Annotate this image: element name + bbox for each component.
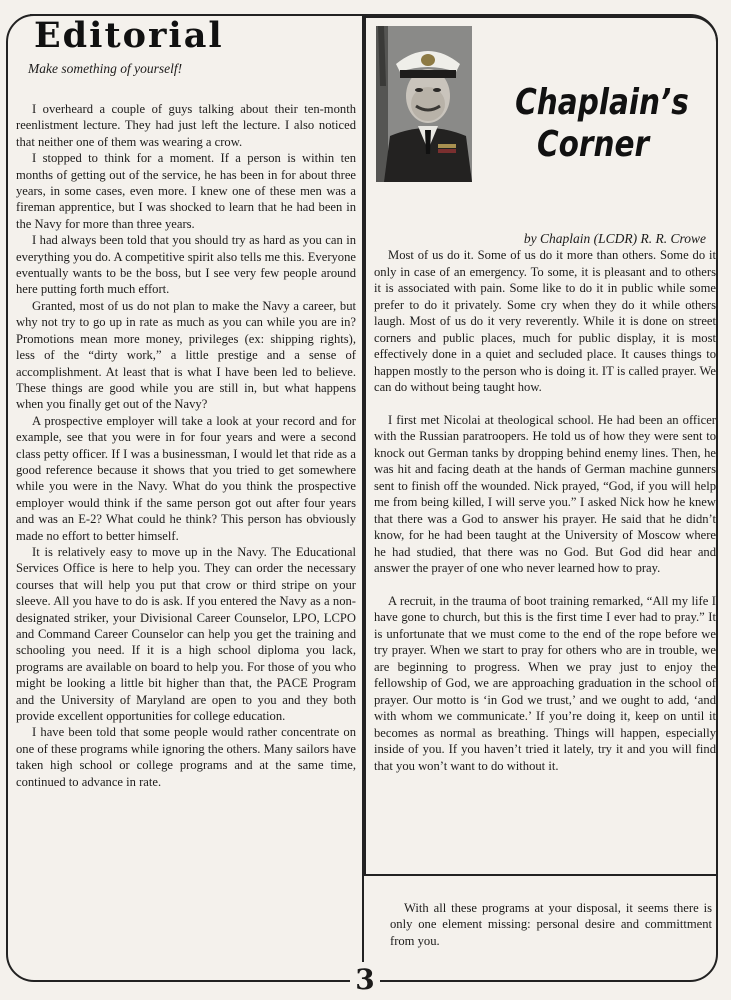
chaplain-paragraph: A recruit, in the trauma of boot training remarked, “All my life I have gone to church, but this is the first time I ever had to pray.” It is unfortunate that we must come to the end of the rope before we try prayer. When we start to pray for others who are in trouble, we are beginning to progress. When we pray just to enjoy the fellowship of God, we are approaching graduation in the school of prayer. Our motto is ‘in God we trust,’ and we ought to add, ‘and with whom we communicate.’ If you’re doing it, keep on until it becomes as normal as breathing. Things will happen, especially inside of you. If you haven’t tried it lately, try it and you will find that you won’t want to do without it.: [374, 593, 716, 773]
editorial-title: Editorial: [34, 15, 224, 56]
conclusion-paragraph: With all these programs at your disposal, it seems there is only one element missing: personal desire and committment from you.: [390, 901, 712, 948]
chaplains-corner-box: [364, 16, 718, 876]
editorial-subtitle: Make something of yourself!: [28, 61, 183, 76]
editorial-conclusion: [390, 900, 712, 949]
editorial-body: [16, 101, 356, 790]
editorial-paragraph: I have been told that some people would rather concentrate on one of these programs while ignoring the others. Many sailors have taken high school or college programs and at the same time, continued to advance in rate.: [16, 725, 356, 789]
editorial-paragraph: A prospective employer will take a look at your record and for example, see that you were in for four years and were a second class petty officer. If I was a businessman, I would let that ride as a good reference because it shows that you tried to get somewhere while you were in the Navy. What do you think the prospective employer would think if the same person got out after four years and was an E-2? What could he think? This person has obviously made no effort to better himself.: [16, 413, 356, 543]
chaplain-portrait-photo: [376, 26, 472, 182]
portrait-image: [376, 26, 472, 182]
editorial-paragraph: It is relatively easy to move up in the Navy. The Educational Services Office is here to help you. They can order the necessary courses that will help you put that crow or third stripe on your sleeve. All you have to do is ask. If you entered the Navy as a non-designated striker, your Divisional Career Counselor, LPO, LCPO and Command Career Counselor can help you get the training and schooling you need. If it is a high school diploma you lack, programs are available on board to help you. For those of you who might be looking a little bit higher than that, the PACE Program and the University of Maryland are open to you and they both provide excellent opportunities for college education.: [16, 544, 356, 724]
editorial-paragraph: Granted, most of us do not plan to make the Navy a career, but why not try to go up in rate as much as you can while you are in? Promotions mean more money, privileges (ex: shipping rights), less of the “dirty work,” a little prestige and a sense of accomplishment. At least that is what I have been led to believe. These things are good while you are still in, but what happens when you finally get out of the Navy?: [16, 298, 356, 412]
byline: by Chaplain (LCDR) R. R. Crowe: [523, 231, 706, 246]
editorial-paragraph: I stopped to think for a moment. If a person is within ten months of getting out of the service, he has been in for about three years, in some cases, even more. I knew one of these men was a fireman apprentice, but I was shocked to learn that he had been in the Navy for more than three years.: [16, 151, 356, 231]
title-line-1: Chaplain’s: [515, 82, 689, 123]
chaplain-body: [374, 247, 716, 774]
chaplain-paragraph: I first met Nicolai at theological school. He had been an officer with the Russian paratroopers. He told us of how they were sent to knock out German tanks by dropping behind enemy lines. Then, he was hit and facing death at the hands of German machine gunners sent to finish off the wounded. Nick prayed, “God, if you will help me from being killed, I will serve you.” I asked Nick how he knew that there was a God to answer his prayer. He said that he didn’t know, for he had been taught at the University of Moscow where he had studied, that there was no God. But God did hear and answer the prayer of one who never learned how to pray.: [374, 412, 716, 575]
page-number: 3: [350, 962, 380, 998]
editorial-paragraph: I overheard a couple of guys talking about their ten-month reenlistment lecture. They had just left the lecture. I also noticed that neither one of them was wearing a crow.: [16, 102, 356, 149]
chaplain-paragraph: Most of us do it. Some of us do it more than others. Some do it only in case of an emergency. To some, it is pleasant and to others it is associated with pain. Some like to do it in public while some prefer to do it privately. Some cry when they do it while others laugh. Most of us do it very reverently. While it is done on street corners and public places, much for public display, it is most effectively done in a quiet and secluded place. It causes things to happen mostly to the person who is doing it. IT is called prayer. We can do without being taught how.: [374, 248, 716, 394]
chaplains-corner-title: [515, 82, 689, 166]
title-line-2: Corner: [536, 124, 650, 165]
editorial-paragraph: I had always been told that you should try as hard as you can in everything you do. A competitive spirit also tells me this. Everyone eventually wants to be the boss, but I see very few people around here putting forth much effort.: [16, 233, 356, 297]
editorial-column: [16, 16, 356, 790]
